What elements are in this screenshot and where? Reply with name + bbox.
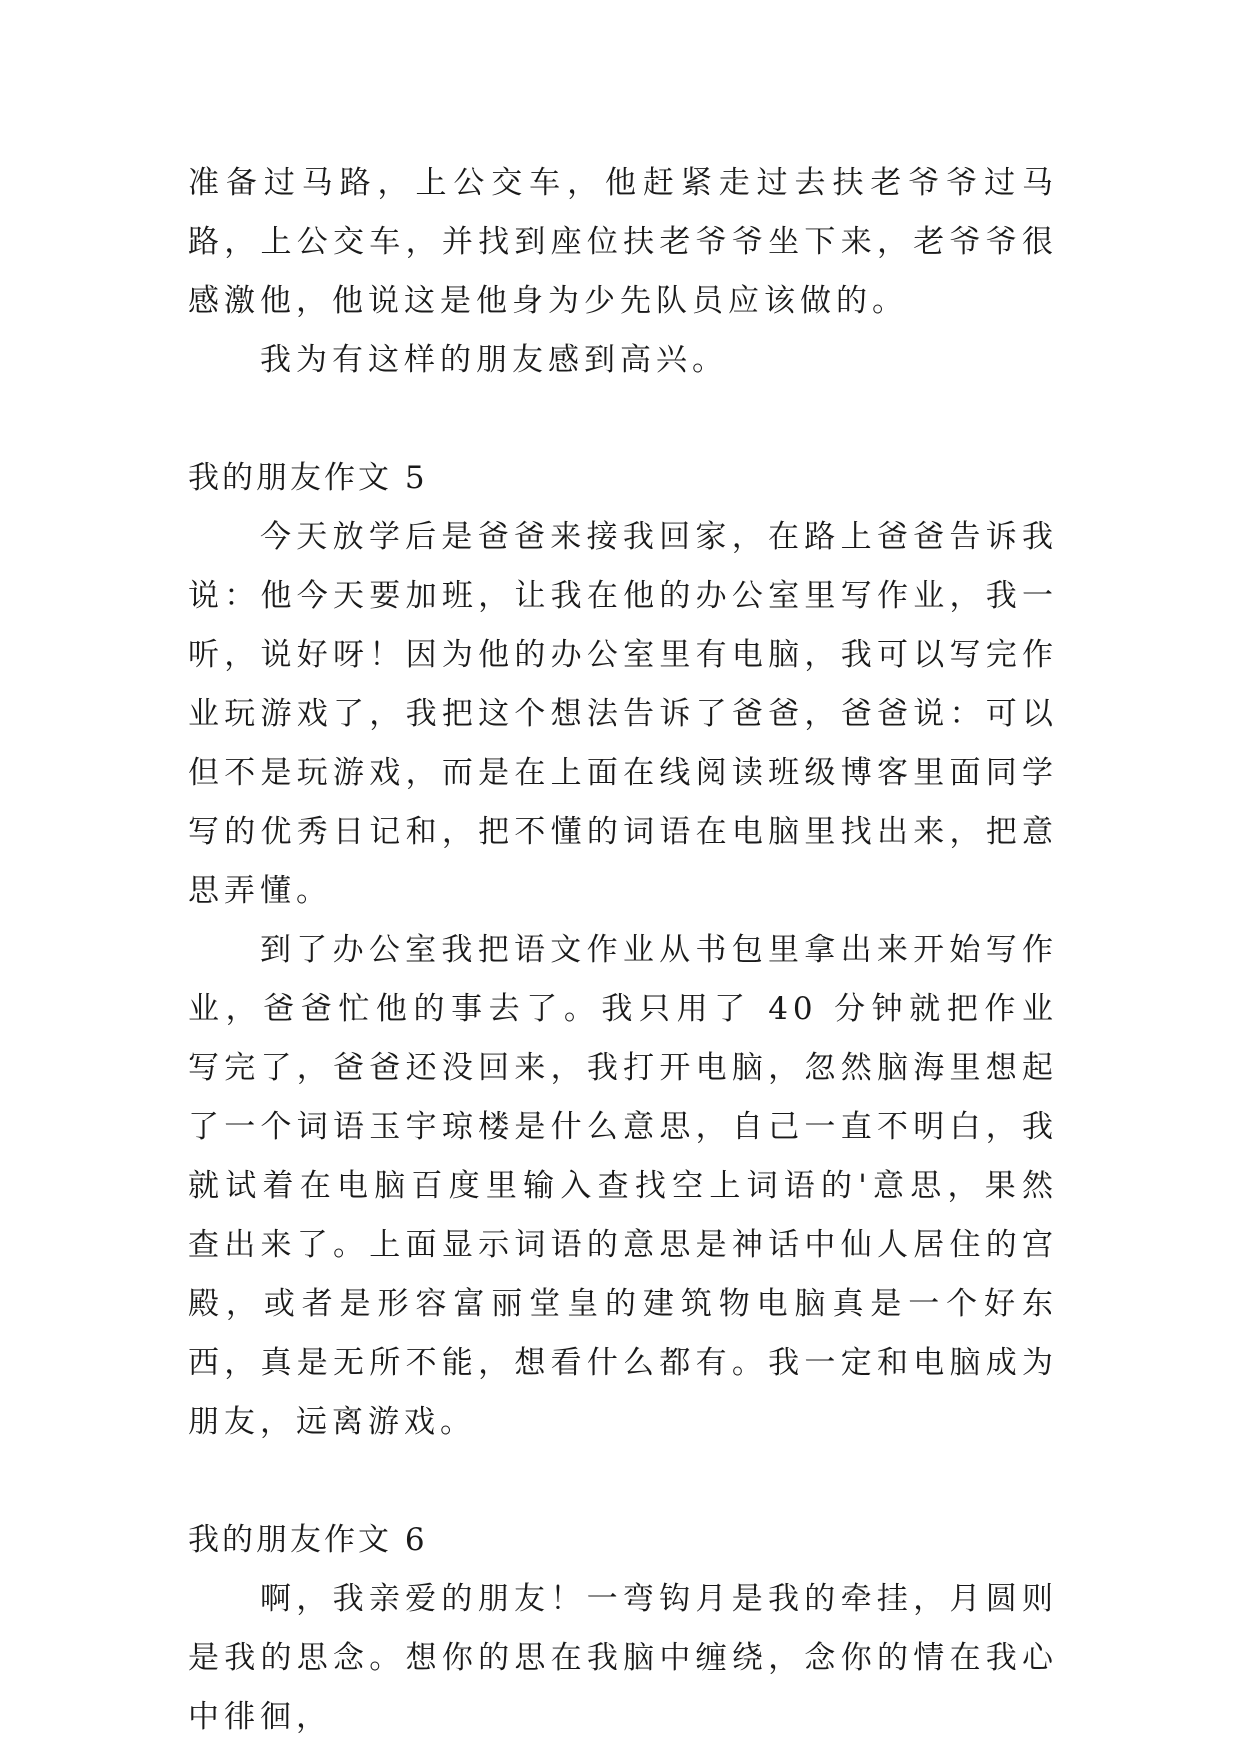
section-heading: 我的朋友作文 6 (188, 1522, 428, 1558)
intro-paragraph-1: 准备过马路，上公交车，他赶紧走过去扶老爷爷过马路，上公交车，并找到座位扶老爷爷坐下来，老爷爷很感激他，他说这是他身为少先队员应该做的。 (188, 165, 1058, 319)
intro-paragraph-2: 我为有这样的朋友感到高兴。 (260, 342, 728, 378)
section-6 (188, 1511, 1058, 1747)
section-5 (188, 449, 1058, 1452)
document-body (188, 154, 1058, 1747)
section-paragraph: 到了办公室我把语文作业从书包里拿出来开始写作业，爸爸忙他的事去了。我只用了 40 分钟就把作业写完了，爸爸还没回来，我打开电脑，忽然脑海里想起了一个词语玉宇琼楼是什么意思，自己一直不明白，我就试着在电脑百度里输入查找空上词语的'意思，果然查出来了。上面显示词语的意思是神话中仙人居住的宫殿，或者是形容富丽堂皇的建筑物电脑真是一个好东西，真是无所不能，想看什么都有。我一定和电脑成为朋友，远离游戏。 (188, 932, 1058, 1440)
section-paragraph: 今天放学后是爸爸来接我回家，在路上爸爸告诉我说：他今天要加班，让我在他的办公室里写作业，我一听，说好呀！因为他的办公室里有电脑，我可以写完作业玩游戏了，我把这个想法告诉了爸爸，爸爸说：可以但不是玩游戏，而是在上面在线阅读班级博客里面同学写的优秀日记和，把不懂的词语在电脑里找出来，把意思弄懂。 (188, 519, 1058, 909)
section-heading: 我的朋友作文 5 (188, 460, 428, 496)
section-paragraph: 啊，我亲爱的朋友！一弯钩月是我的牵挂，月圆则是我的思念。想你的思在我脑中缠绕，念你的情在我心中徘徊， (188, 1581, 1058, 1735)
